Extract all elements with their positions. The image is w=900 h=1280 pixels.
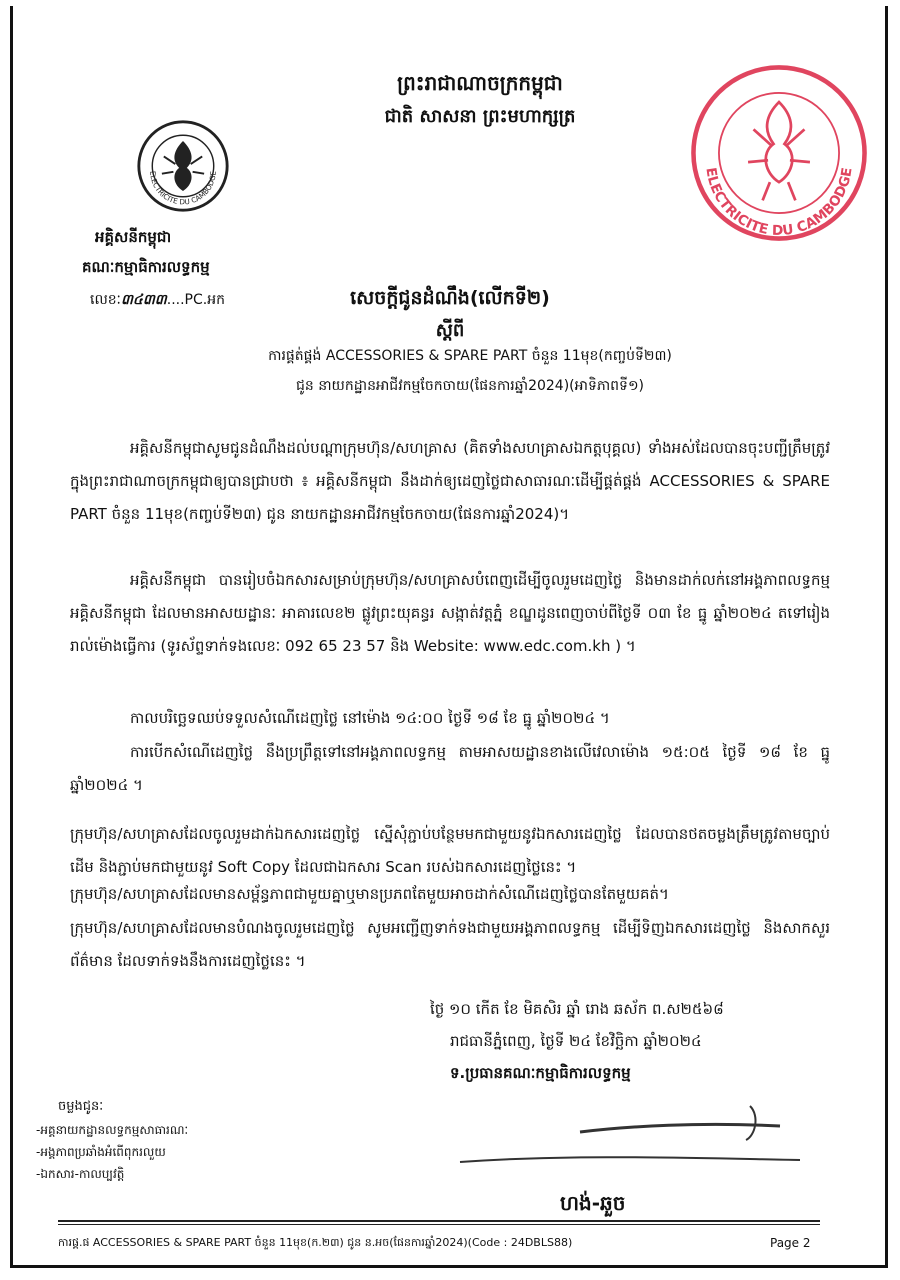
kingdom-heading: ព្រះរាជាណាចក្រកម្ពុជា	[397, 71, 563, 95]
reference-handwritten-number: ៣៤៣៣	[120, 292, 167, 308]
reference-number	[90, 290, 225, 311]
national-motto: ជាតិ សាសនា ព្រះមហាក្សត្រ	[384, 106, 576, 127]
signatory-title: ទ.ប្រធានគណៈកម្មាធិការលទ្ធកម្ម	[450, 1064, 631, 1082]
stamp-text: ELECTRICITE DU CAMBODGE	[702, 166, 856, 240]
svg-text:ELECTRICITE DU CAMBODGE	[702, 166, 855, 239]
page-number: Page 2	[770, 1236, 811, 1250]
body-paragraph-4: ការបើកសំណើដេញថ្លៃ នឹងប្រព្រឹត្តទៅនៅអង្គភាពលទ្ធកម្ម តាមអាសយដ្ឋានខាងលើវេលាម៉ោង ១៥:០៥ ថ្ងៃទី ១៨ ខែ ធ្នូ ឆ្នាំ២០២៤ ។	[70, 743, 830, 794]
lunar-date: ថ្ងៃ ១០ កើត ខែ មិគសិរ ឆ្នាំ រោង ឆស័ក ព.ស២៥៦៨	[430, 1000, 724, 1018]
footer-rule-thin	[58, 1224, 820, 1225]
body-paragraph-6: ក្រុមហ៊ុន/សហគ្រាសដែលមានសម្ព័ន្ធភាពជាមួយគ្នាឬមានប្រភពតែមួយអាចដាក់សំណើដេញថ្លៃបានតែមួយគត់។	[70, 885, 669, 903]
organization-name: អគ្គិសនីកម្ពុជា	[95, 228, 172, 246]
reference-label: លេខៈ	[90, 292, 121, 308]
body-paragraph-3: កាលបរិច្ឆេទឈប់ទទួលសំណើដេញថ្លៃ នៅម៉ោង ១៤:០០ ថ្ងៃទី ១៨ ខែ ធ្នូ ឆ្នាំ២០២៤ ។	[130, 709, 610, 727]
edc-red-seal-icon	[688, 62, 870, 244]
body-paragraph-2: អគ្គិសនីកម្ពុជា បានរៀបចំឯកសារសម្រាប់ក្រុមហ៊ុន/សហគ្រាសបំពេញដើម្បីចូលរួមដេញថ្លៃ និងមានដាក់លក់នៅអង្គភាពលទ្ធកម្មអគ្គិសនីកម្ពុជា ដែលមានអាសយដ្ឋានៈ អាគារលេខ២ ផ្លូវព្រះយុគន្ធរ សង្កាត់វត្តភ្នំ ខណ្ឌដូនពេញចាប់ពីថ្ងៃទី ០៣ ខែ ធ្នូ ឆ្នាំ២០២៤ តទៅរៀងរាល់ម៉ោងធ្វើការ (ទូរស័ព្ទទាក់ទងលេខៈ 092 65 23 57 និង Website: www.edc.com.kh ) ។	[70, 571, 830, 655]
notice-subject-line1: ការផ្គត់ផ្គង់ ACCESSORIES & SPARE PART ចំនួន 11មុខ(កញ្ចប់ទី២៣)	[268, 348, 672, 364]
copies-item: -ឯកសារ-កាលប្បវត្តិ	[36, 1167, 125, 1181]
footer-rule	[58, 1220, 820, 1222]
copies-item: -អង្គភាពប្រឆាំងអំពើពុករលួយ	[36, 1145, 166, 1159]
logo-caption: ELECTRICITE DU CAMBODGE	[148, 170, 218, 207]
city-date: រាជធានីភ្នំពេញ, ថ្ងៃទី ២៤ ខែវិច្ឆិកា ឆ្នាំ២០២៤	[450, 1032, 702, 1050]
reference-suffix: ....PC.អក	[166, 292, 225, 308]
notice-about: ស្តីពី	[435, 320, 465, 341]
footer-text: ការផ្គ.ផ ACCESSORIES & SPARE PART ចំនួន 11មុខ(ក.២៣) ជូន ន.អច(ផែនការឆ្នាំ2024)(Code : 24DBLS88)	[58, 1236, 573, 1249]
body-paragraph-7: ក្រុមហ៊ុន/សហគ្រាសដែលមានបំណងចូលរួមដេញថ្លៃ សូមអញ្ជើញទាក់ទងជាមួយអង្គភាពលទ្ធកម្ម ដើម្បីទិញឯកសារដេញថ្លៃ និងសាកសួរព័ត៌មាន ដែលទាក់ទងនឹងការដេញថ្លៃនេះ ។	[70, 919, 830, 970]
notice-title: សេចក្តីជូនដំណឹង(លើកទី២)	[350, 287, 550, 309]
notice-subject-line2: ជូន នាយកដ្ឋានអាជីវកម្មចែកចាយ(ផែនការឆ្នាំ2024)(អាទិភាពទី១)	[295, 378, 644, 394]
copies-title: ចម្លងជូនៈ	[58, 1099, 104, 1114]
committee-name: គណៈកម្មាធិការលទ្ធកម្ម	[82, 258, 210, 276]
handwritten-signature	[450, 1096, 830, 1176]
body-paragraph-1: អគ្គិសនីកម្ពុជាសូមជូនដំណឹងដល់បណ្ដាក្រុមហ៊ុន/សហគ្រាស (គិតទាំងសហគ្រាសឯកត្តបុគ្គល) ទាំងអស់ដែលបានចុះបញ្ជីត្រឹមត្រូវក្នុងព្រះរាជាណាចក្រកម្ពុជាឲ្យបានជ្រាបថា ៖ អគ្គិសនីកម្ពុជា នឹងដាក់ឲ្យដេញថ្លៃជាសាធារណៈដើម្បីផ្គត់ផ្គង់ ACCESSORIES & SPARE PART ចំនួន 11មុខ(កញ្ចប់ទី២៣) ជូន នាយកដ្ឋានអាជីវកម្មចែកចាយ(ផែនការឆ្នាំ2024)។	[70, 439, 830, 523]
copies-item: -អគ្គនាយកដ្ឋានលទ្ធកម្មសាធារណៈ	[36, 1123, 189, 1137]
signatory-name: ហង់-ឆួច	[560, 1191, 626, 1215]
edc-emblem-icon	[135, 118, 231, 214]
body-paragraph-5: ក្រុមហ៊ុន/សហគ្រាសដែលចូលរួមដាក់ឯកសារដេញថ្លៃ ស្នើសុំភ្ជាប់បន្ថែមមកជាមួយនូវឯកសារដេញថ្លៃ ដែលបានថតចម្លងត្រឹមត្រូវតាមច្បាប់ដើម និងភ្ជាប់មកជាមួយនូវ Soft Copy ដែលជាឯកសារ Scan របស់ឯកសារដេញថ្លៃនេះ ។	[70, 825, 830, 876]
